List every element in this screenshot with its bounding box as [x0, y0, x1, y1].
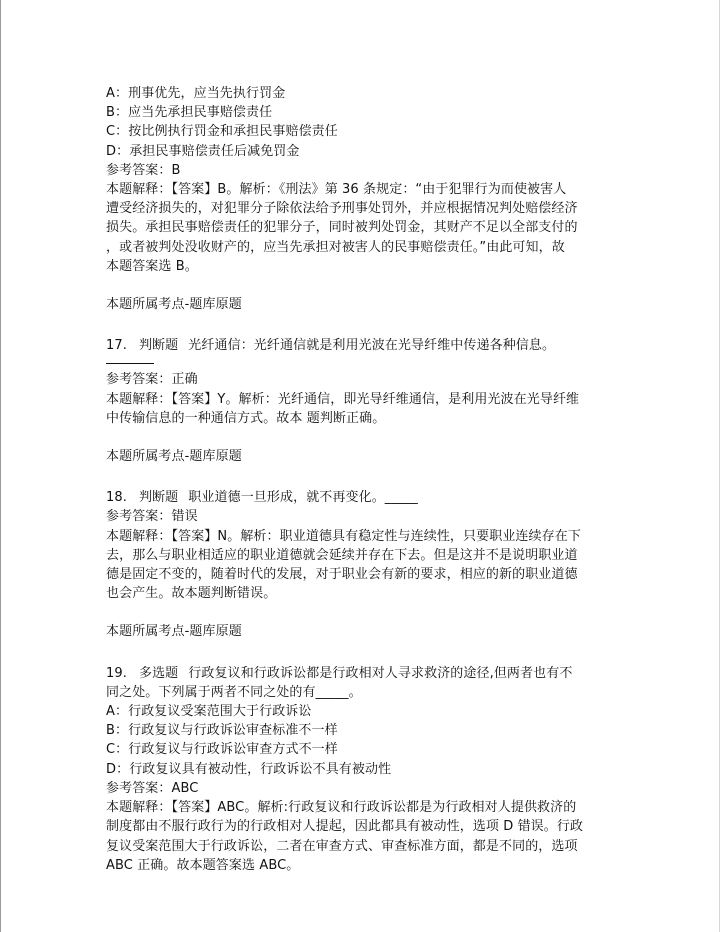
question-17	[106, 336, 626, 466]
answer: 参考答案：B	[106, 162, 181, 178]
question-text: 行政复议和行政诉讼都是行政相对人寻求救济的途径,但两者也有不	[188, 665, 573, 681]
question-text: 职业道德一旦形成，就不再变化。_____	[188, 490, 418, 506]
explanation-line: 本题解释：【答案】N。解析：职业道德具有稳定性与连续性，只要职业连续存在下	[106, 528, 581, 544]
option-d: D：行政复议具有被动性，行政诉讼不具有被动性	[106, 761, 392, 777]
explanation-line: 制度都由不服行政行为的行政相对人提起，因此都具有被动性，选项 D 错误。行政	[106, 819, 584, 835]
question-stem	[106, 664, 626, 683]
explanation-line: 遭受经济损失的，对犯罪分子除依法给予刑事处罚外，并应根据情况判处赔偿经济	[106, 201, 578, 217]
option-a: A：刑事优先，应当先执行罚金	[106, 86, 286, 101]
question-number: 18.	[106, 490, 127, 506]
topic-note: 本题所属考点-题库原题	[106, 297, 242, 313]
explanation-line: 中传输信息的一种通信方式。故本 题判断正确。	[106, 410, 386, 426]
explanation-line: ，或者被判处没收财产的，应当先承担对被害人的民事赔偿责任。”由此可知，故	[106, 239, 565, 255]
option-d: D：承担民事赔偿责任后减免罚金	[106, 143, 300, 159]
question-type: 判断题	[138, 490, 179, 506]
option-b: B：行政复议与行政诉讼审查标准不一样	[106, 723, 338, 739]
explanation-line: 本题解释：【答案】Y。解析：光纤通信，即光导纤维通信，是利用光波在光导纤维	[106, 391, 580, 407]
spacer	[106, 642, 626, 664]
explanation-line: 也会产生。故本题判断错误。	[106, 586, 277, 602]
explanation-line: 本题解释：【答案】B。解析：《刑法》第 36 条规定：“由于犯罪行为而使被害人	[106, 182, 567, 198]
explanation-line: 复议受案范围大于行政诉讼，二者在审查方式、审查标准方面，都是不同的，选项	[106, 838, 578, 854]
question-19	[106, 664, 626, 875]
question-16	[106, 84, 626, 314]
spacer	[106, 276, 626, 295]
spacer	[106, 466, 626, 488]
question-18	[106, 488, 626, 641]
question-number: 17.	[106, 338, 127, 354]
option-a: A：行政复议受案范围大于行政诉讼	[106, 704, 312, 720]
answer-blank-line	[106, 363, 154, 364]
question-stem	[106, 488, 626, 507]
spacer	[106, 603, 626, 622]
question-stem	[106, 336, 626, 355]
question-number: 19.	[106, 665, 127, 681]
explanation-line: ABC 正确。故本题答案选 ABC。	[106, 857, 300, 873]
explanation-line: 德是固定不变的，随着时代的发展，对于职业会有新的要求，相应的新的职业道德	[106, 567, 578, 583]
option-c: C：行政复议与行政诉讼审查方式不一样	[106, 742, 338, 758]
question-text-continued: 同之处。下列属于两者不同之处的有_____。	[106, 684, 362, 700]
explanation-line: 损失。承担民事赔偿责任的犯罪分子，同时被判处罚金，其财产不足以全部支付的	[106, 220, 578, 236]
document-body	[106, 84, 626, 875]
explanation-line: 本题答案选 B。	[106, 258, 198, 274]
option-b: B：应当先承担民事赔偿责任	[106, 105, 273, 121]
topic-note: 本题所属考点-题库原题	[106, 624, 242, 640]
spacer	[106, 428, 626, 447]
page-border-left	[0, 0, 1, 932]
question-type: 多选题	[138, 665, 179, 681]
answer: 参考答案：ABC	[106, 780, 199, 796]
spacer	[106, 314, 626, 336]
explanation-line: 去，那么与职业相适应的职业道德就会延续并存在下去。但是这并不是说明职业道	[106, 547, 578, 563]
answer: 参考答案：正确	[106, 372, 198, 388]
question-type: 判断题	[138, 338, 179, 354]
answer: 参考答案：错误	[106, 509, 198, 525]
topic-note: 本题所属考点-题库原题	[106, 449, 242, 465]
explanation-line: 本题解释：【答案】ABC。解析:行政复议和行政诉讼都是为行政相对人提供救济的	[106, 800, 577, 816]
option-c: C：按比例执行罚金和承担民事赔偿责任	[106, 124, 338, 140]
question-text: 光纤通信：光纤通信就是利用光波在光导纤维中传递各种信息。	[188, 338, 556, 354]
